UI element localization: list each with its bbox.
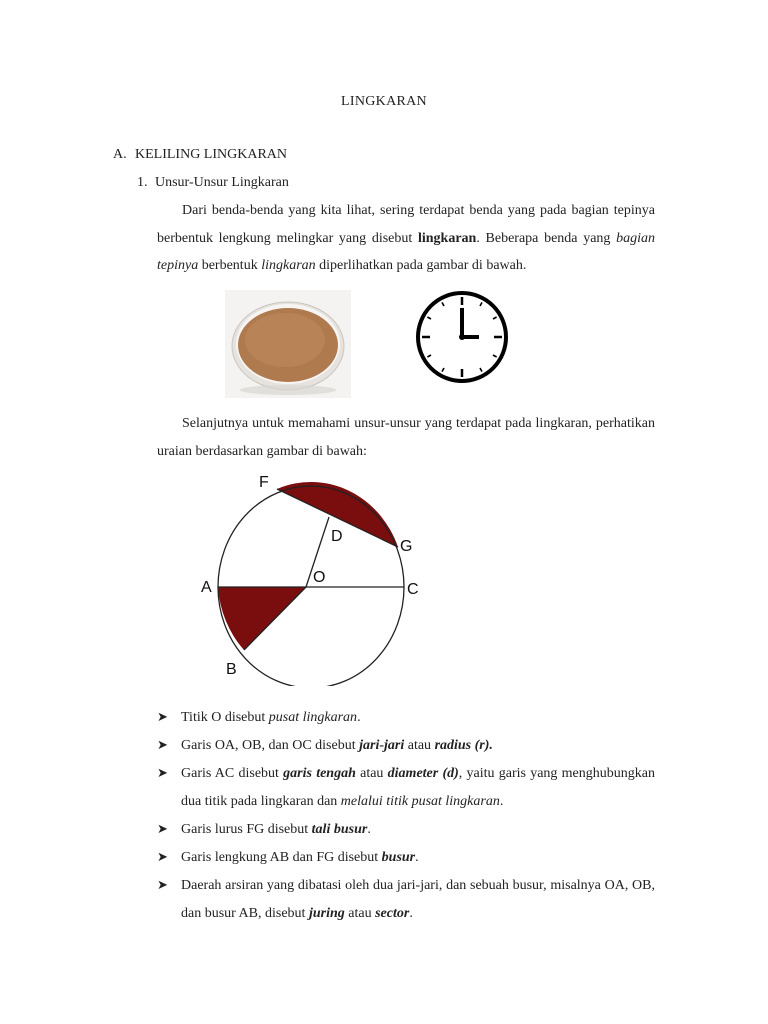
list-item: ➤ Garis OA, OB, dan OC disebut jari-jari atau radius (r). (157, 732, 655, 760)
intro-paragraph (157, 197, 655, 280)
arrowhead-bullet-icon: ➤ (157, 710, 168, 725)
list-item: ➤ Garis lurus FG disebut tali busur. (157, 816, 655, 844)
label-C: C (407, 581, 419, 598)
section-heading (113, 147, 287, 163)
list-item: ➤ Daerah arsiran yang dibatasi oleh dua jari-jari, dan sebuah busur, misalnya OA, OB, dan busur AB, disebut juring atau sector. (157, 872, 655, 928)
section-number: A. (113, 147, 127, 162)
label-D: D (331, 528, 343, 545)
arrowhead-bullet-icon: ➤ (157, 850, 168, 865)
circle-diagram (190, 464, 430, 686)
arrowhead-bullet-icon: ➤ (157, 878, 168, 893)
subsection-title: Unsur-Unsur Lingkaran (155, 175, 289, 190)
arrowhead-bullet-icon: ➤ (157, 766, 168, 781)
paragraph-text: diperlihatkan pada gambar di bawah. (315, 258, 527, 273)
paragraph-text: . Beberapa benda yang (476, 230, 617, 246)
arrowhead-bullet-icon: ➤ (157, 822, 168, 837)
subsection-heading (137, 175, 289, 191)
arrowhead-bullet-icon: ➤ (157, 738, 168, 753)
list-item: ➤ Garis lengkung AB dan FG disebut busur. (157, 844, 655, 872)
label-F: F (259, 474, 269, 491)
term-lingkaran: lingkaran (417, 230, 477, 246)
petri-dish-image (225, 290, 351, 398)
italic-term: lingkaran (261, 258, 316, 273)
label-G: G (400, 538, 413, 555)
label-B: B (226, 661, 237, 678)
subsection-number: 1. (137, 175, 148, 190)
second-paragraph (157, 410, 655, 465)
label-A: A (201, 579, 212, 596)
clock-image (412, 288, 512, 388)
label-O: O (313, 569, 326, 586)
definition-list (157, 704, 655, 928)
paragraph-text: berbentuk (198, 258, 262, 273)
list-item: ➤ Garis AC disebut garis tengah atau diameter (d), yaitu garis yang menghubungkan dua titik pada lingkaran dan melalui titik pusat lingkaran. (157, 760, 655, 816)
page-title: LINGKARAN (341, 94, 427, 109)
italic-term: bagian tepinya (157, 230, 656, 273)
paragraph-text: Dari benda-benda yang kita lihat, sering terdapat benda yang pada bagian tepinya berbentuk lengkung melingkar yang disebut (157, 203, 655, 246)
list-item: ➤ Titik O disebut pusat lingkaran. (157, 704, 655, 732)
section-title: KELILING LINGKARAN (135, 147, 288, 162)
paragraph-text: Selanjutnya untuk memahami unsur-unsur yang terdapat pada lingkaran, perhatikan uraian berdasarkan gambar di bawah: (157, 416, 655, 459)
